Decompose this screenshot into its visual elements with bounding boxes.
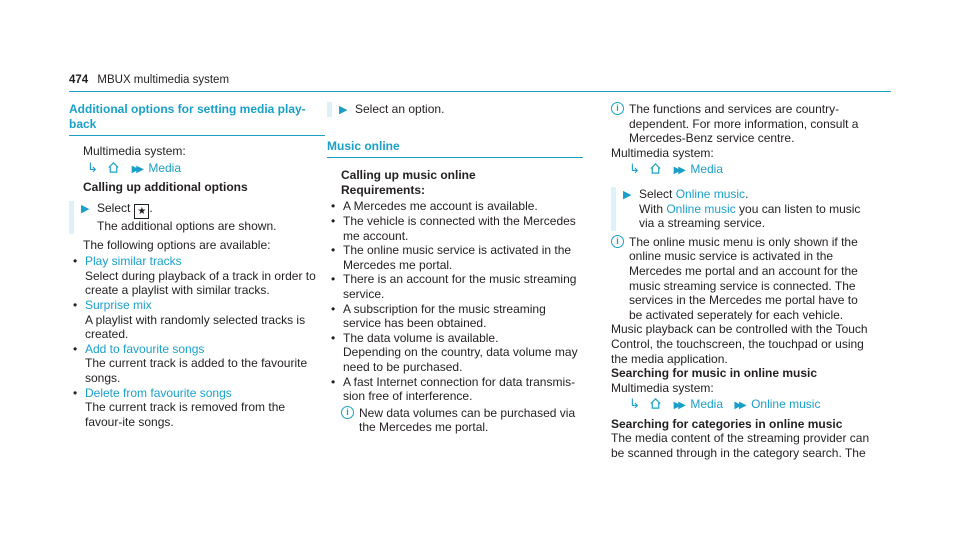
home-icon	[107, 161, 120, 174]
option-desc: The current track is removed from the favour-ite songs.	[85, 400, 286, 429]
option-title[interactable]: Play similar tracks	[85, 254, 182, 269]
online-music-link[interactable]: Online music	[675, 186, 746, 201]
subheading: Searching for categories in online music	[611, 416, 843, 431]
option-desc: The current track is added to the favourite songs.	[85, 356, 308, 385]
options-list	[69, 254, 325, 429]
path-label: Multimedia system:	[83, 144, 186, 159]
requirements-list	[327, 199, 583, 403]
option-desc: A playlist with randomly selected tracks is created.	[85, 312, 306, 342]
chevron-icon: ▶▶	[673, 165, 683, 177]
list-item: • There is an account for the music streaming service.	[331, 272, 577, 301]
header-rule	[69, 91, 891, 92]
path-media-link[interactable]: Media	[690, 397, 724, 412]
column-left	[69, 102, 325, 429]
list-item: • Play similar tracks Select during playback of a track in order to create a playlist with similar tracks.	[73, 254, 316, 298]
step	[327, 102, 583, 117]
column-middle	[327, 102, 583, 435]
path-label: Multimedia system:	[611, 145, 714, 160]
note-text: New data volumes can be purchased via the Mercedes me portal.	[359, 405, 576, 435]
step-result: The additional options are shown.	[97, 218, 277, 233]
paragraph: The media content of the streaming provider can be scanned through in the category search. The	[611, 431, 870, 461]
option-title[interactable]: Surprise mix	[85, 297, 152, 312]
step-arrow-icon: ▶	[339, 104, 348, 116]
path-media-link[interactable]: Media	[148, 160, 182, 175]
step-prefix: Select	[97, 200, 131, 215]
online-music-link[interactable]: Online music	[666, 201, 736, 216]
step-suffix: .	[149, 200, 153, 215]
step-bar	[327, 102, 332, 117]
nav-path	[611, 397, 871, 414]
list-item: • Add to favourite songs The current track is added to the favourite songs.	[73, 341, 308, 385]
step: ▶ Select Online music. With Online music you can listen to music via a streaming service.	[611, 187, 871, 231]
path-arrow-icon: ↳	[629, 396, 640, 412]
info-icon: i	[341, 406, 354, 419]
nav-path	[69, 161, 325, 178]
subheading: Calling up music online	[341, 168, 476, 183]
list-item: • Surprise mix A playlist with randomly selected tracks is created.	[73, 297, 306, 342]
chevron-icon: ▶▶	[131, 163, 141, 175]
list-item: • The online music service is activated in the Mercedes me portal.	[331, 243, 572, 272]
list-item: • A fast Internet connection for data transmis-sion free of interference.	[331, 374, 576, 404]
column-right	[611, 102, 871, 461]
home-icon	[649, 397, 662, 410]
home-icon	[649, 162, 662, 175]
requirements-label: Requirements:	[341, 182, 426, 197]
note	[611, 235, 871, 323]
chevron-icon: ▶▶	[673, 400, 683, 412]
option-desc: Select during playback of a track in order to create a playlist with similar tracks.	[85, 268, 316, 298]
option-title[interactable]: Add to favourite songs	[85, 341, 205, 356]
step-arrow-icon: ▶	[623, 188, 632, 201]
note	[611, 102, 871, 146]
note-text: The functions and services are country-dependent. For more information, consult a Mercedes-Benz service centre.	[629, 102, 859, 146]
nav-path	[611, 162, 871, 179]
chevron-icon: ▶▶	[734, 400, 744, 412]
req-extra: Depending on the country, data volume may need to be purchased.	[343, 345, 578, 374]
subheading: Searching for music in online music	[611, 366, 818, 381]
step-text: Select an option.	[355, 102, 445, 116]
list-item: • The vehicle is connected with the Mercedes me account.	[331, 213, 576, 243]
option-title[interactable]: Delete from favourite songs	[85, 385, 232, 400]
step-bar	[69, 201, 74, 234]
list-item: • A subscription for the music streaming service has been obtained.	[331, 301, 546, 331]
info-icon: i	[611, 235, 624, 248]
info-icon: i	[611, 102, 624, 115]
step-bar	[611, 187, 616, 231]
header-title: MBUX multimedia system	[97, 74, 230, 86]
path-arrow-icon: ↳	[629, 161, 640, 177]
subheading: Calling up additional options	[83, 180, 248, 195]
path-arrow-icon: ↳	[87, 159, 98, 175]
list-item: • The data volume is available. Depending on the country, data volume may need to be purchased.	[331, 330, 578, 374]
section-heading: Additional options for setting media play-back	[69, 102, 325, 136]
path-media-link[interactable]: Media	[690, 162, 724, 177]
note-text: The online music menu is only shown if the online music service is activated in the Mercedes me portal and an account for the music streaming service is connected. The services in the Mercedes me portal have to be activated seperately for each vehicle.	[629, 234, 858, 322]
note	[341, 406, 583, 435]
intro-text: The following options are available:	[83, 237, 271, 252]
paragraph: Music playback can be controlled with the Touch Control, the touchscreen, the touchpad or using the media application.	[611, 322, 868, 366]
star-icon: ★	[134, 204, 149, 219]
step-arrow-icon: ▶	[81, 202, 90, 215]
step	[69, 201, 325, 234]
page-header	[69, 74, 229, 86]
section-title: Music online	[327, 139, 583, 159]
list-item: • A Mercedes me account is available.	[331, 199, 538, 214]
page-number: 474	[69, 74, 89, 86]
path-label: Multimedia system:	[611, 380, 714, 395]
path-online-music-link[interactable]: Online music	[751, 397, 821, 412]
list-item: • Delete from favourite songs The current track is removed from the favour-ite songs.	[73, 385, 286, 429]
